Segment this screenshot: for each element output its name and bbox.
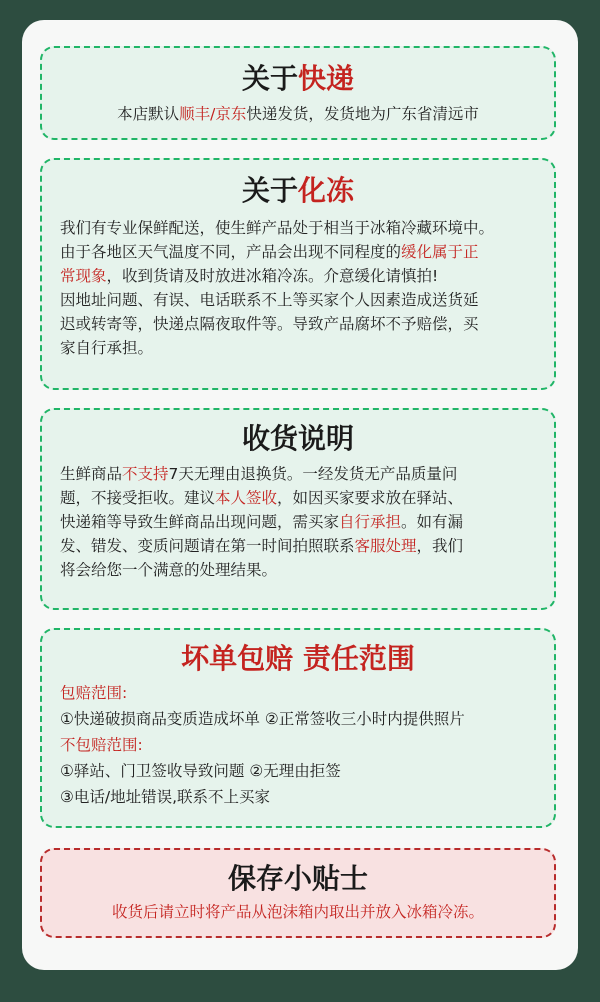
receipt-line (60, 534, 536, 558)
thaw-line: 因地址问题、有误、电话联系不上等买家个人因素造成送货延 (60, 291, 479, 309)
thaw-title-highlight: 化冻 (298, 174, 355, 207)
delivery-title (60, 62, 536, 96)
thaw-section (40, 158, 556, 390)
thaw-line2-highlight: 缓化属于正 (401, 243, 479, 261)
thaw-line: 迟或转寄等，快递点隔夜取件等。导致产品腐坏不予赔偿，买 (60, 315, 479, 333)
receipt-line (60, 462, 536, 486)
thaw-line (60, 264, 536, 288)
receipt-title: 收货说明 (241, 422, 354, 455)
compensation-section (40, 628, 556, 828)
thaw-text (60, 216, 536, 360)
receipt-l2-c: ，如因买家要求放在驿站、 (277, 489, 464, 507)
covered-items: ①快递破损商品变质造成坏单 ②正常签收三小时内提供照片 (60, 710, 465, 728)
receipt-line (60, 486, 536, 510)
thaw-line2-a: 由于各地区天气温度不同，产品会出现不同程度的 (60, 243, 402, 261)
receipt-l3-a: 快递箱等导致生鲜商品出现问题，需买家 (60, 513, 340, 531)
delivery-section (40, 46, 556, 140)
receipt-section (40, 408, 556, 610)
thaw-line: 我们有专业保鲜配送，使生鲜产品处于相当于冰箱冷藏环境中。 (60, 219, 495, 237)
receipt-l2-a: 题，不接受拒收。建议 (60, 489, 216, 507)
excluded-label: 不包赔范围: (60, 736, 143, 754)
receipt-line: 将会给您一个满意的处理结果。 (60, 561, 278, 579)
delivery-text-c: 快递发货，发货地为广东省清远市 (246, 105, 479, 123)
thaw-line (60, 240, 536, 264)
receipt-l1-a: 生鲜商品 (60, 465, 123, 483)
excluded-items: ③电话/地址错误,联系不上买家 (60, 788, 271, 806)
receipt-l4-a: 发、错发、变质问题请在第一时间拍照联系 (60, 537, 355, 555)
storage-title: 保存小贴士 (227, 862, 368, 895)
receipt-l4-highlight: 客服处理 (354, 537, 417, 555)
delivery-text (60, 102, 536, 126)
info-card (22, 20, 578, 970)
thaw-line: 家自行承担。 (60, 339, 154, 357)
storage-section (40, 848, 556, 938)
delivery-title-prefix: 关于 (241, 62, 298, 95)
excluded-items: ①驿站、门卫签收导致问题 ②无理由拒签 (60, 762, 341, 780)
receipt-l2-highlight: 本人签收 (215, 489, 278, 507)
delivery-text-a: 本店默认 (117, 105, 180, 123)
receipt-l3-highlight: 自行承担 (339, 513, 402, 531)
receipt-l1-c: 7天无理由退换货。一经发货无产品质量问 (168, 465, 458, 483)
delivery-carriers: 顺丰/京东 (179, 105, 247, 123)
thaw-line3-highlight: 常现象 (60, 267, 107, 285)
receipt-l4-c: ，我们 (416, 537, 464, 555)
compensation-text (60, 680, 536, 810)
thaw-title (60, 174, 536, 208)
delivery-title-highlight: 快递 (298, 62, 355, 95)
covered-label: 包赔范围: (60, 684, 128, 702)
thaw-title-prefix: 关于 (241, 174, 298, 207)
receipt-l3-c: 。如有漏 (401, 513, 464, 531)
thaw-line3-b: ，收到货请及时放进冰箱冷冻。介意缓化请慎拍! (106, 267, 439, 285)
receipt-text (60, 462, 536, 582)
storage-text: 收货后请立时将产品从泡沫箱内取出并放入冰箱冷冻。 (111, 903, 484, 921)
compensation-title: 坏单包赔 责任范围 (181, 642, 415, 675)
receipt-line (60, 510, 536, 534)
receipt-l1-highlight: 不支持 (122, 465, 169, 483)
